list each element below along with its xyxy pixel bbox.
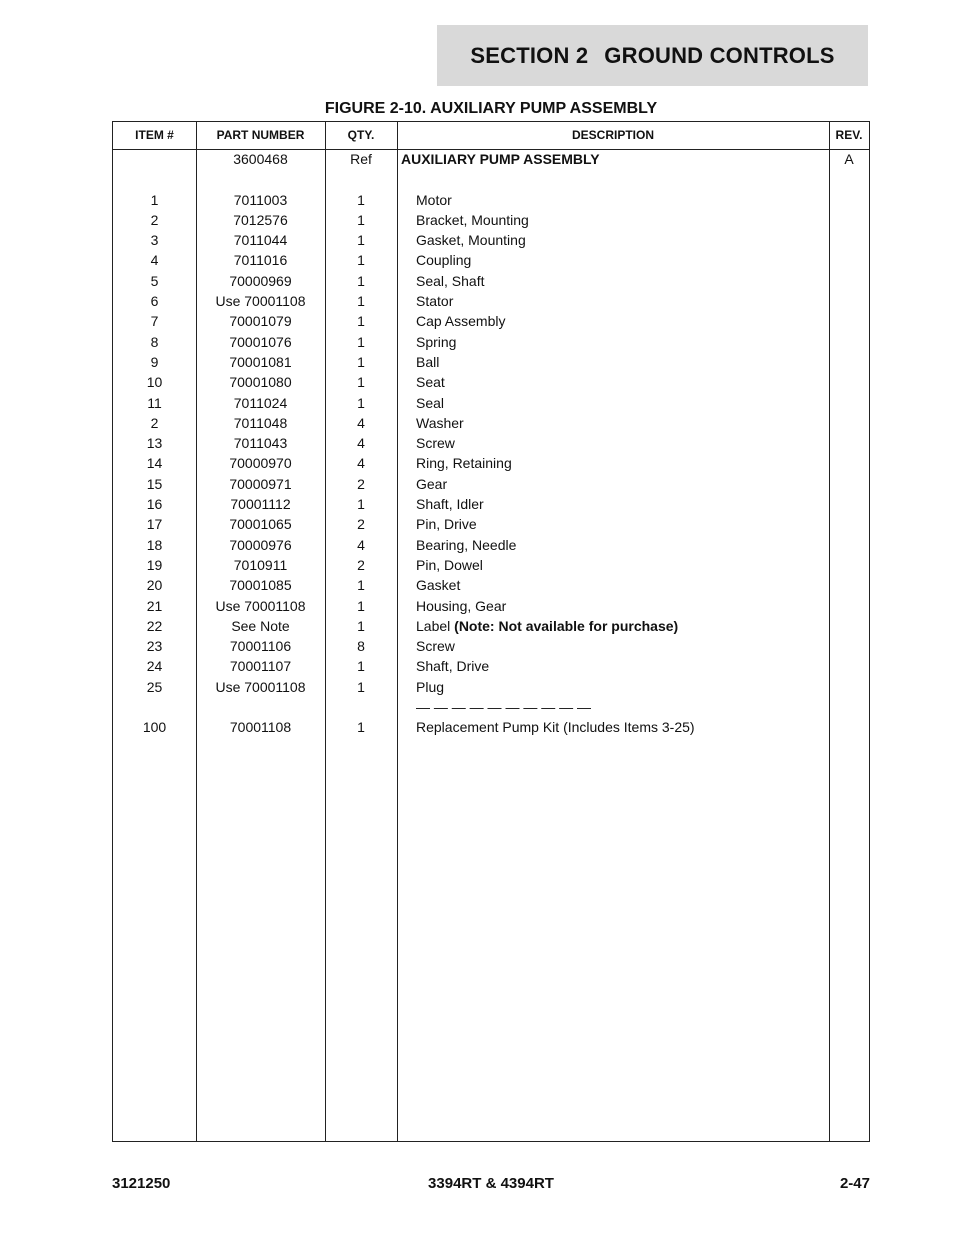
description-text: Ring, Retaining [416,455,512,472]
item-number: 23 [146,638,163,655]
description-text: Seat [416,374,445,391]
description [416,190,452,210]
item-number: 13 [146,435,163,452]
table-row [113,210,869,230]
table-header [113,122,869,150]
qty: 1 [357,211,365,228]
table-row [113,596,869,616]
item-number: 21 [146,597,163,614]
description [416,332,456,352]
part-number: 70001080 [229,374,292,391]
parts-table [112,121,870,1142]
header-qty: QTY. [347,128,375,142]
table-row [113,494,869,514]
qty: 2 [357,556,365,573]
table-row [113,352,869,372]
description-text: Bearing, Needle [416,536,517,553]
part-number: 70000971 [229,475,292,492]
description-text: Housing, Gear [416,597,507,614]
header-part-number: PART NUMBER [216,128,305,142]
qty: 1 [357,394,365,411]
item-number: 4 [150,252,159,269]
description-text: Shaft, Idler [416,496,484,513]
table-row [113,453,869,473]
item-number: 20 [146,577,163,594]
qty: 4 [357,414,365,431]
description [416,250,471,270]
header-item: ITEM # [135,128,174,142]
table-row [113,311,869,331]
part-number: 70001108 [229,719,292,736]
separator-dashes: — — — — — — — — — — [416,699,592,716]
part-number: 7010911 [233,556,288,573]
item-number: 1 [150,191,159,208]
description: Replacement Pump Kit (Includes Items 3-25) [416,719,695,736]
item-number: 19 [146,556,163,573]
part-number: 7011003 [233,191,288,208]
item-number: 5 [150,272,159,289]
table-row [113,474,869,494]
description [416,291,453,311]
description [416,372,445,392]
footer-doc-number: 3121250 [112,1175,171,1192]
qty: 1 [357,496,365,513]
table-row [113,230,869,250]
description [416,453,512,473]
description-text: Shaft, Drive [416,658,490,675]
table-row [113,250,869,270]
qty: 1 [357,597,365,614]
description-text: Pin, Drive [416,516,477,533]
description-text: Gasket [416,577,461,594]
item-number: 100 [142,719,167,736]
table-row [113,636,869,656]
item-number: 14 [146,455,163,472]
header-description: DESCRIPTION [571,128,654,142]
item-number: 10 [146,374,163,391]
qty: 1 [357,293,365,310]
part-number: 70001085 [229,577,292,594]
part-number: 70001112 [230,496,291,513]
description-text: Seal [416,394,445,411]
description-text: Plug [416,678,445,695]
part-number: 7011044 [233,232,288,249]
qty: 1 [357,617,365,634]
table-row [113,555,869,575]
part-number: 70001065 [229,516,292,533]
table-row [113,372,869,392]
part-number: 70001107 [229,658,292,675]
part-number: 7011043 [233,435,288,452]
description-text: Pin, Dowel [416,556,483,573]
part-number: Use 70001108 [215,293,306,310]
item-number: 2 [150,211,159,228]
description [416,575,460,595]
section-header [437,25,868,86]
description [416,535,516,555]
description [416,352,439,372]
description-text: Gasket, Mounting [416,232,526,249]
footer-models: 3394RT & 4394RT [428,1175,554,1192]
qty: 8 [357,638,365,655]
item-number: 6 [150,293,159,310]
description-text: Cap Assembly [416,313,506,330]
footer-page-number: 2-47 [839,1175,870,1192]
item-number: 24 [146,658,163,675]
qty: 1 [357,272,365,289]
section-title: GROUND CONTROLS [604,42,835,68]
qty: Ref [350,151,372,167]
description [416,555,483,575]
description [416,433,455,453]
table-row [113,514,869,534]
description-text: Stator [416,293,454,310]
description-text: Gear [416,475,448,492]
qty: 4 [357,455,365,472]
part-number: 70001106 [229,638,292,655]
part-number: Use 70001108 [215,678,306,695]
item-number: 3 [150,232,159,249]
qty: 1 [357,374,365,391]
qty: 1 [357,719,365,736]
table-row [113,271,869,291]
qty: 1 [357,658,365,675]
qty: 4 [357,435,365,452]
table-row [113,190,869,210]
table-body [113,149,869,738]
item-number: 16 [146,496,163,513]
table-row [113,433,869,453]
description [416,494,484,514]
description-text: Screw [416,638,455,655]
item-number: 8 [150,333,159,350]
item-number: 2 [150,414,159,431]
item-number: 11 [147,394,162,411]
table-row [113,575,869,595]
qty: 2 [357,516,365,533]
description: AUXILIARY PUMP ASSEMBLY [401,151,600,167]
description [416,656,489,676]
assembly-row [113,149,869,169]
part-number: 7011024 [233,394,288,411]
part-number: 7011016 [233,252,288,269]
item-number: 25 [146,678,163,695]
figure-title: FIGURE 2-10. AUXILIARY PUMP ASSEMBLY [324,100,658,117]
item-number: 17 [146,516,163,533]
description [416,636,455,656]
table-row [113,291,869,311]
item-number: 7 [150,313,159,330]
description-text: Seal, Shaft [416,272,485,289]
part-number: See Note [231,617,290,634]
description-text: Spring [416,333,457,350]
item-number: 9 [150,353,159,370]
table-row [113,413,869,433]
qty: 1 [357,232,365,249]
part-number: 7012576 [233,211,288,228]
item-number: 15 [146,475,163,492]
part-number: Use 70001108 [215,597,306,614]
description [416,311,505,331]
description [416,413,464,433]
description [416,677,444,697]
table-row [113,656,869,676]
description [416,230,526,250]
table-row [113,677,869,697]
part-number: 70000969 [229,272,292,289]
part-number: 70001076 [229,333,292,350]
rev: A [844,151,854,167]
description [416,393,444,413]
qty: 1 [357,252,365,269]
description [416,210,529,230]
description-text: Bracket, Mounting [416,211,529,228]
purchase-note: (Note: Not available for purchase) [454,617,679,634]
part-number: 70001079 [229,313,292,330]
description-text: Screw [416,435,455,452]
qty: 1 [357,353,365,370]
item-number: 18 [146,536,163,553]
part-number: 70000970 [229,455,292,472]
section-number: SECTION 2 [470,42,589,68]
table-row [113,616,869,636]
description [416,616,678,636]
header-rev: REV. [835,128,863,142]
qty: 1 [357,577,365,594]
table-row [113,535,869,555]
description [416,514,477,534]
part-number: 7011048 [233,414,288,431]
description-text: Washer [416,414,464,431]
description-text: Coupling [416,252,472,269]
qty: 1 [357,313,365,330]
part-number: 70000976 [229,536,292,553]
separator-row [113,697,869,717]
part-number: 70001081 [229,353,292,370]
qty: 1 [357,333,365,350]
part-number: 3600468 [233,151,288,167]
qty: 2 [357,475,365,492]
description-text: Ball [416,353,440,370]
kit-row [113,717,869,737]
description-text: Label [416,617,451,634]
qty: 4 [357,536,365,553]
description [416,271,485,291]
qty: 1 [357,678,365,695]
qty: 1 [357,191,365,208]
description-text: Motor [416,191,452,208]
table-row [113,332,869,352]
description [416,596,506,616]
item-number: 22 [146,617,163,634]
table-row [113,393,869,413]
description [416,474,447,494]
spacer-row [113,169,869,189]
